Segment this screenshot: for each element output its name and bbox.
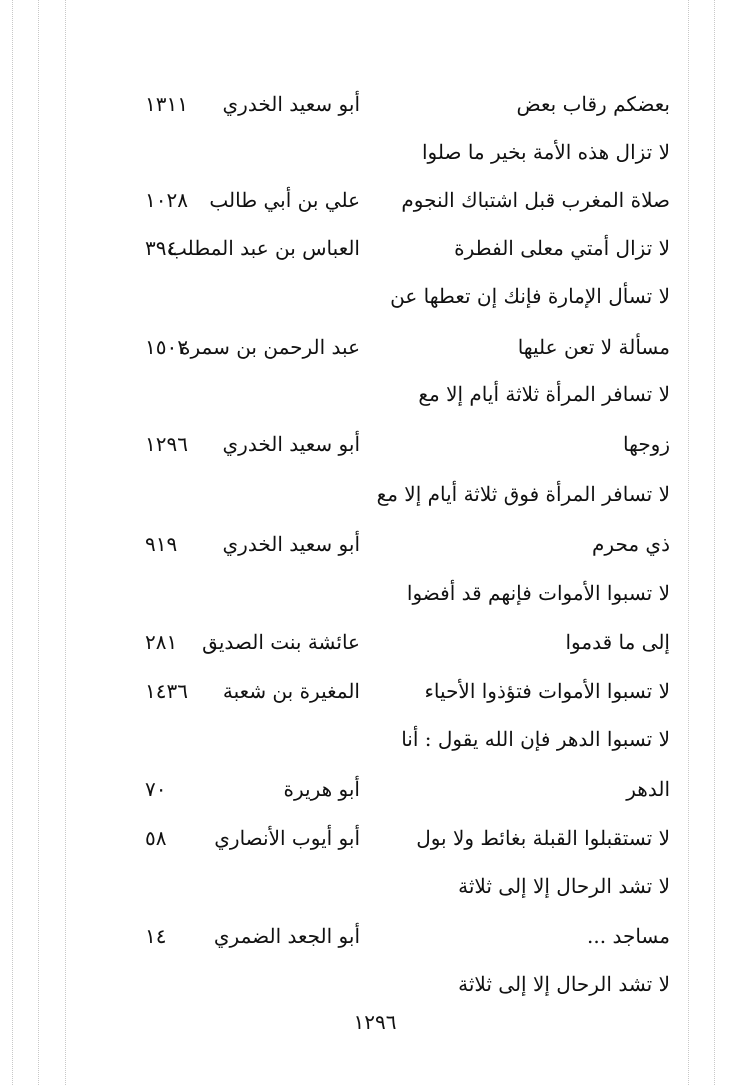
index-row <box>0 84 750 124</box>
index-row <box>0 769 750 809</box>
hadith-text: زوجها <box>623 432 670 456</box>
index-row <box>0 424 750 464</box>
narrator-name: أبو الجعد الضمري <box>213 924 360 948</box>
index-row <box>0 374 750 414</box>
index-row <box>0 866 750 906</box>
hadith-number: ٣٩٤ <box>145 236 178 260</box>
index-row <box>0 818 750 858</box>
hadith-text: لا تسبوا الدهر فإن الله يقول : أنا <box>401 727 670 751</box>
index-row <box>0 327 750 367</box>
narrator-name: علي بن أبي طالب <box>209 188 360 212</box>
index-row <box>0 671 750 711</box>
hadith-text: الدهر <box>626 777 670 801</box>
hadith-text: ذي محرم <box>592 532 670 556</box>
hadith-number: ١٥٠٢ <box>145 335 188 359</box>
hadith-text: بعضكم رقاب بعض <box>516 92 670 116</box>
page-number: ١٢٩٦ <box>353 1010 397 1034</box>
hadith-text: لا تزال هذه الأمة بخير ما صلوا <box>421 140 670 164</box>
hadith-text: لا تسأل الإمارة فإنك إن تعطها عن <box>390 284 670 308</box>
index-row <box>0 622 750 662</box>
narrator-name: العباس بن عبد المطلب <box>167 236 360 260</box>
hadith-text: لا تسافر المرأة فوق ثلاثة أيام إلا مع <box>376 482 670 506</box>
index-row <box>0 916 750 956</box>
hadith-text: لا تزال أمتي معلى الفطرة <box>454 236 670 260</box>
hadith-number: ١٣١١ <box>145 92 188 116</box>
hadith-text: لا تسافر المرأة ثلاثة أيام إلا مع <box>418 382 670 406</box>
narrator-name: أبو أيوب الأنصاري <box>214 826 360 850</box>
narrator-name: أبو سعيد الخدري <box>222 432 360 456</box>
index-row <box>0 964 750 1004</box>
narrator-name: أبو سعيد الخدري <box>222 92 360 116</box>
narrator-name: عبد الرحمن بن سمرة <box>180 335 360 359</box>
narrator-name: المغيرة بن شعبة <box>222 679 360 703</box>
index-row <box>0 132 750 172</box>
index-row <box>0 228 750 268</box>
hadith-text: إلى ما قدموا <box>565 630 670 654</box>
index-row <box>0 573 750 613</box>
hadith-text: لا تشد الرحال إلا إلى ثلاثة <box>458 972 670 996</box>
hadith-text: لا تسبوا الأموات فتؤذوا الأحياء <box>424 679 670 703</box>
index-row <box>0 719 750 759</box>
hadith-text: مسألة لا تعن عليها <box>517 335 670 359</box>
hadith-text: لا تشد الرحال إلا إلى ثلاثة <box>458 874 670 898</box>
narrator-name: عائشة بنت الصديق <box>202 630 360 654</box>
hadith-text: لا تستقبلوا القبلة بغائط ولا بول <box>416 826 670 850</box>
hadith-number: ١٢٩٦ <box>145 432 188 456</box>
hadith-number: ٢٨١ <box>145 630 178 654</box>
hadith-number: ٥٨ <box>145 826 167 850</box>
hadith-number: ١٤٣٦ <box>145 679 188 703</box>
index-row <box>0 180 750 220</box>
index-row <box>0 474 750 514</box>
hadith-number: ١٤ <box>145 924 167 948</box>
index-row <box>0 524 750 564</box>
hadith-number: ١٠٢٨ <box>145 188 188 212</box>
hadith-number: ٧٠ <box>145 777 167 801</box>
index-row <box>0 276 750 316</box>
narrator-name: أبو هريرة <box>283 777 360 801</box>
narrator-name: أبو سعيد الخدري <box>222 532 360 556</box>
hadith-number: ٩١٩ <box>145 532 178 556</box>
hadith-text: مساجد ... <box>587 924 670 948</box>
hadith-text: صلاة المغرب قبل اشتباك النجوم <box>401 188 670 212</box>
hadith-text: لا تسبوا الأموات فإنهم قد أفضوا <box>406 581 670 605</box>
